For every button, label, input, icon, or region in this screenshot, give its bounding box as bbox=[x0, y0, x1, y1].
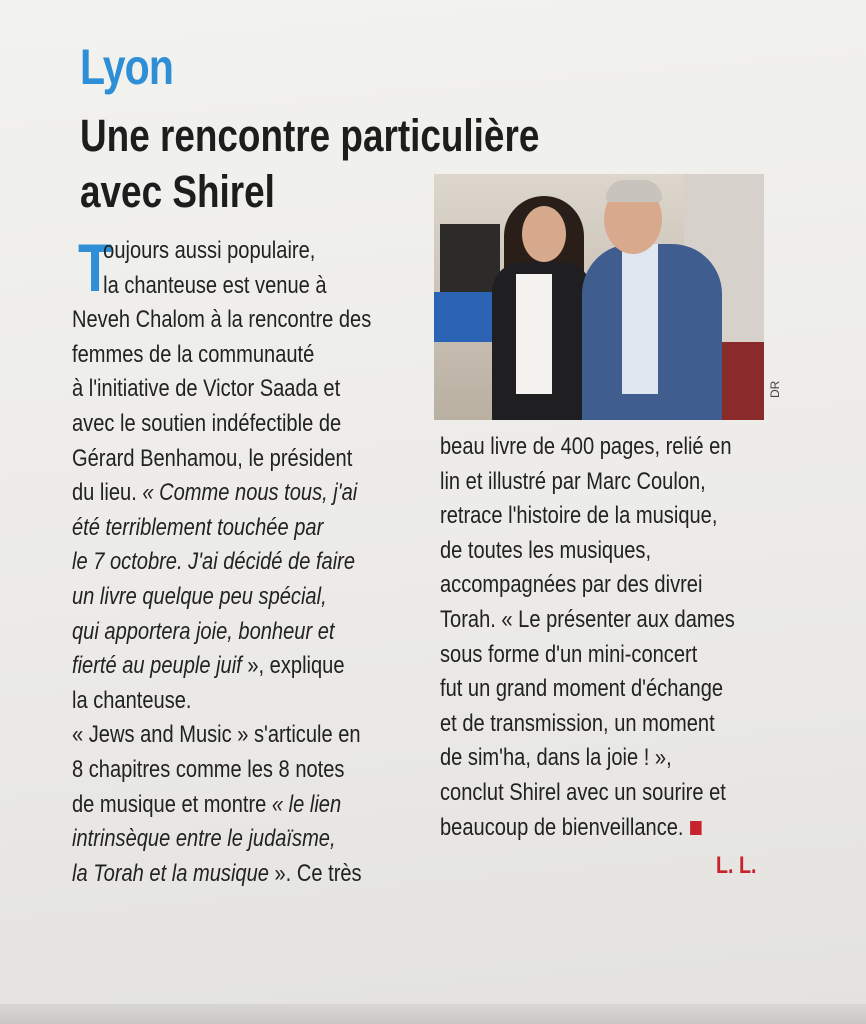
text-segment: Gérard Benhamou, le président bbox=[72, 444, 353, 472]
text-segment: et de transmission, un moment bbox=[440, 709, 715, 737]
text-segment: avec le soutien indéfectible de bbox=[72, 409, 342, 437]
text-line bbox=[72, 303, 372, 338]
text-line bbox=[72, 269, 343, 304]
text-segment: retrace l'histoire de la musique, bbox=[440, 502, 718, 530]
text-segment: sous forme d'un mini-concert bbox=[440, 640, 698, 668]
text-line bbox=[440, 741, 711, 776]
text-line bbox=[72, 442, 353, 477]
text-segment: de toutes les musiques, bbox=[440, 536, 652, 564]
text-line bbox=[72, 615, 343, 650]
text-line bbox=[440, 638, 711, 673]
photo-blue-table bbox=[434, 292, 498, 342]
text-line bbox=[72, 580, 343, 615]
text-segment: du lieu. bbox=[72, 479, 143, 507]
quote-segment: la Torah et la musique bbox=[72, 859, 269, 887]
text-line bbox=[72, 407, 343, 442]
text-segment: », explique bbox=[241, 652, 345, 680]
text-segment: ». Ce très bbox=[268, 859, 362, 887]
text-segment: « Jews and Music » s'articule en bbox=[72, 721, 361, 749]
article-column-left bbox=[72, 230, 402, 891]
text-line bbox=[72, 857, 362, 892]
text-line bbox=[72, 234, 343, 269]
text-line bbox=[72, 372, 343, 407]
text-line bbox=[440, 430, 732, 465]
end-mark-icon bbox=[690, 821, 701, 835]
text-line bbox=[440, 603, 735, 638]
author-signature: L. L. bbox=[716, 852, 757, 879]
article-column-right bbox=[440, 430, 770, 845]
text-segment: beau livre de 400 pages, relié en bbox=[440, 433, 732, 460]
photo-woman-face bbox=[522, 206, 566, 262]
text-line bbox=[440, 465, 711, 500]
quote-segment: été terriblement touchée par bbox=[72, 513, 324, 541]
quote-segment: intrinsèque entre le judaïsme, bbox=[72, 825, 336, 853]
text-line bbox=[440, 499, 718, 534]
page-edge bbox=[0, 1004, 866, 1024]
text-line bbox=[72, 649, 343, 684]
photo-man-shirt bbox=[622, 244, 658, 394]
text-segment: 8 chapitres comme les 8 notes bbox=[72, 755, 345, 783]
text-segment: fut un grand moment d'échange bbox=[440, 675, 724, 703]
text-line bbox=[440, 707, 715, 742]
drop-cap: T bbox=[78, 230, 113, 306]
text-segment: beaucoup de bienveillance. bbox=[440, 813, 684, 841]
text-line bbox=[72, 718, 361, 753]
text-line bbox=[72, 545, 356, 580]
text-line bbox=[440, 776, 726, 811]
text-segment: Neveh Chalom à la rencontre des bbox=[72, 306, 372, 334]
photo-woman-shirt bbox=[516, 274, 552, 394]
text-line bbox=[72, 684, 343, 719]
text-segment: oujours aussi populaire, bbox=[103, 237, 316, 264]
text-line bbox=[440, 568, 711, 603]
quote-segment: fierté au peuple juif bbox=[72, 652, 242, 680]
text-segment: Torah. « Le présenter aux dames bbox=[440, 605, 735, 633]
section-kicker: Lyon bbox=[80, 39, 174, 95]
text-line bbox=[440, 534, 711, 569]
text-segment: accompagnées par des divrei bbox=[440, 571, 703, 599]
quote-segment: « Comme nous tous, j'ai bbox=[142, 479, 358, 507]
photo-credit: DR bbox=[768, 380, 782, 398]
quote-segment: le 7 octobre. J'ai décidé de faire bbox=[72, 548, 356, 576]
headline-line-2: avec Shirel bbox=[80, 166, 275, 217]
text-segment: la chanteuse est venue à bbox=[103, 271, 327, 299]
article-photo bbox=[434, 174, 764, 420]
quote-segment: qui apportera joie, bonheur et bbox=[72, 617, 335, 645]
photo-man-hair bbox=[606, 180, 662, 202]
text-line bbox=[72, 753, 343, 788]
text-line bbox=[72, 338, 343, 373]
text-segment: conclut Shirel avec un sourire et bbox=[440, 778, 726, 806]
text-line bbox=[72, 822, 343, 857]
text-segment: de musique et montre bbox=[72, 790, 272, 818]
text-line bbox=[72, 476, 358, 511]
text-segment: femmes de la communauté bbox=[72, 340, 315, 368]
quote-segment: un livre quelque peu spécial, bbox=[72, 582, 327, 610]
text-line bbox=[72, 788, 343, 823]
text-line bbox=[440, 672, 724, 707]
text-line bbox=[440, 811, 711, 846]
text-segment: de sim'ha, dans la joie ! », bbox=[440, 744, 672, 772]
quote-segment: « le lien bbox=[271, 790, 342, 818]
text-segment: la chanteuse. bbox=[72, 686, 192, 714]
text-segment: à l'initiative de Victor Saada et bbox=[72, 375, 341, 403]
text-line bbox=[72, 511, 343, 546]
text-segment: lin et illustré par Marc Coulon, bbox=[440, 467, 706, 495]
headline-line-1: Une rencontre particulière bbox=[80, 110, 540, 161]
